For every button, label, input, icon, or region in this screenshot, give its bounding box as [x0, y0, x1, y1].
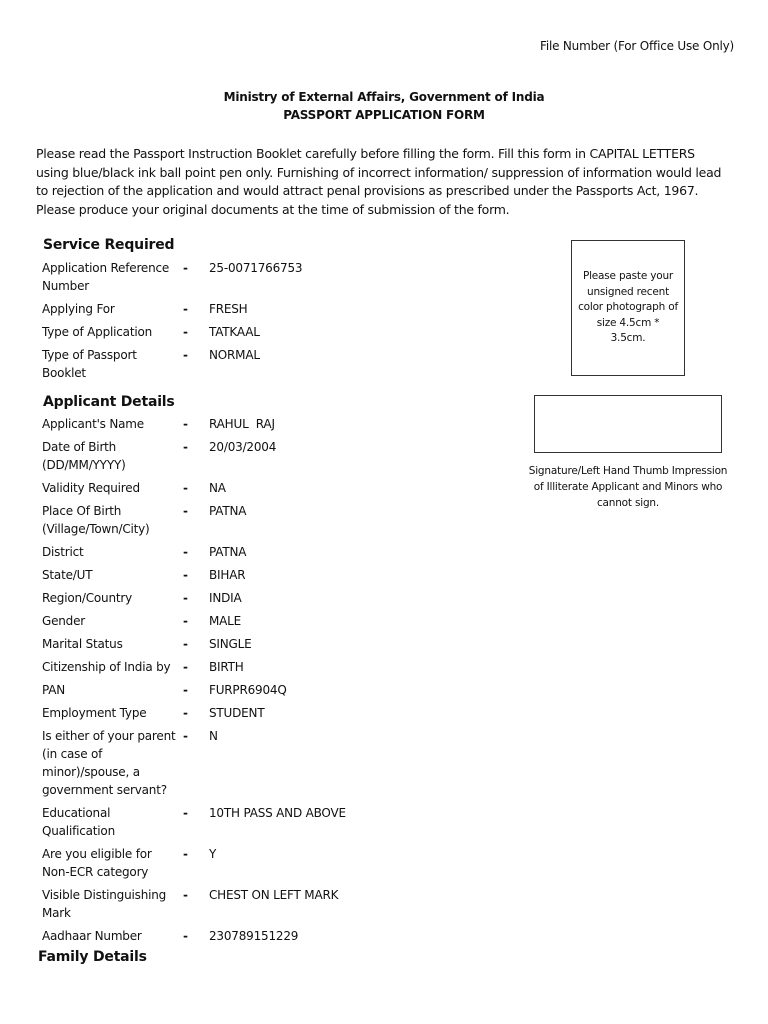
field-value: NA	[209, 481, 226, 495]
field-value: STUDENT	[209, 706, 265, 720]
field-label: State/UT	[42, 568, 93, 582]
field-separator: -	[183, 481, 188, 495]
file-number-label: File Number (For Office Use Only)	[540, 39, 734, 53]
field-separator: -	[183, 504, 188, 518]
field-row	[42, 681, 502, 699]
field-row	[42, 415, 502, 433]
photo-box-text: Please paste your unsigned recent color photograph of size 4.5cm * 3.5cm.	[578, 270, 678, 345]
field-label: Citizenship of India by	[42, 660, 171, 674]
field-value: 25-0071766753	[209, 261, 303, 275]
field-label: Validity Required	[42, 481, 140, 495]
field-value: N	[209, 729, 218, 743]
field-label: Type of Passport Booklet	[42, 348, 137, 380]
field-separator: -	[183, 348, 188, 362]
field-label: Type of Application	[42, 325, 153, 339]
signature-caption: Signature/Left Hand Thumb Impression of Illiterate Applicant and Minors who cannot sign.	[528, 465, 728, 509]
field-separator: -	[183, 847, 188, 861]
field-value: 20/03/2004	[209, 440, 277, 454]
field-separator: -	[183, 417, 188, 431]
field-label: Aadhaar Number	[42, 929, 142, 943]
field-value: SINGLE	[209, 637, 252, 651]
field-value: FRESH	[209, 302, 248, 316]
field-value: RAHUL RAJ	[209, 417, 275, 431]
field-label: PAN	[42, 683, 66, 697]
field-value: 230789151229	[209, 929, 299, 943]
field-value: MALE	[209, 614, 242, 628]
field-separator: -	[183, 614, 188, 628]
field-separator: -	[183, 302, 188, 316]
field-value: PATNA	[209, 545, 247, 559]
field-row	[42, 438, 502, 474]
field-value: BIRTH	[209, 660, 244, 674]
field-row	[42, 323, 502, 341]
field-separator: -	[183, 888, 188, 902]
field-row	[42, 927, 502, 945]
service-required-heading: Service Required	[43, 237, 175, 253]
family-details-heading: Family Details	[38, 949, 147, 965]
field-row	[42, 804, 502, 840]
field-value: NORMAL	[209, 348, 260, 362]
field-row	[42, 566, 502, 584]
field-row	[42, 704, 502, 722]
field-label: Marital Status	[42, 637, 123, 651]
field-row	[42, 346, 502, 382]
applicant-details-rows	[42, 415, 502, 950]
field-separator: -	[183, 568, 188, 582]
field-row	[42, 259, 502, 295]
field-row	[42, 300, 502, 318]
field-value: 10TH PASS AND ABOVE	[209, 806, 346, 820]
field-row	[42, 886, 502, 922]
field-row	[42, 635, 502, 653]
field-row	[42, 612, 502, 630]
field-separator: -	[183, 806, 188, 820]
field-separator: -	[183, 637, 188, 651]
service-required-rows	[42, 259, 502, 387]
field-separator: -	[183, 591, 188, 605]
field-separator: -	[183, 929, 188, 943]
field-separator: -	[183, 545, 188, 559]
field-row	[42, 543, 502, 561]
field-label: Applying For	[42, 302, 115, 316]
field-row	[42, 502, 502, 538]
field-separator: -	[183, 683, 188, 697]
photo-box	[571, 240, 685, 376]
field-label: Place Of Birth (Village/Town/City)	[42, 504, 150, 536]
ministry-title: Ministry of External Affairs, Government of India	[223, 90, 545, 104]
instructions-paragraph: Please read the Passport Instruction Booklet carefully before filling the form. Fill this form in CAPITAL LETTERS using blue/black ink ball point pen only. Furnishing of incorrect information/ suppression of information would lead to rejection of the application and would attract penal provisions as prescribed under the Passports Act, 1967. Please produce your original documents at the time of submission of the form.	[36, 146, 722, 217]
field-label: Is either of your parent (in case of minor)/spouse, a government servant?	[42, 729, 176, 797]
field-separator: -	[183, 706, 188, 720]
field-label: District	[42, 545, 84, 559]
field-row	[42, 845, 502, 881]
field-label: Are you eligible for Non-ECR category	[42, 847, 152, 879]
field-row	[42, 589, 502, 607]
field-separator: -	[183, 660, 188, 674]
field-label: Region/Country	[42, 591, 132, 605]
field-value: Y	[209, 847, 217, 861]
signature-box	[534, 395, 722, 453]
field-value: BIHAR	[209, 568, 246, 582]
field-separator: -	[183, 325, 188, 339]
field-row	[42, 727, 502, 799]
field-separator: -	[183, 261, 188, 275]
field-separator: -	[183, 729, 188, 743]
field-value: CHEST ON LEFT MARK	[209, 888, 339, 902]
field-label: Employment Type	[42, 706, 147, 720]
applicant-details-heading: Applicant Details	[43, 394, 175, 410]
field-row	[42, 479, 502, 497]
field-label: Gender	[42, 614, 86, 628]
form-title: PASSPORT APPLICATION FORM	[283, 108, 485, 122]
form-header	[0, 88, 768, 124]
field-row	[42, 658, 502, 676]
field-label: Date of Birth (DD/MM/YYYY)	[42, 440, 126, 472]
field-label: Applicant's Name	[42, 417, 144, 431]
field-separator: -	[183, 440, 188, 454]
field-value: FURPR6904Q	[209, 683, 287, 697]
field-label: Educational Qualification	[42, 806, 115, 838]
field-value: INDIA	[209, 591, 242, 605]
field-label: Visible Distinguishing Mark	[42, 888, 167, 920]
field-value: PATNA	[209, 504, 247, 518]
field-label: Application Reference Number	[42, 261, 170, 293]
field-value: TATKAAL	[209, 325, 260, 339]
